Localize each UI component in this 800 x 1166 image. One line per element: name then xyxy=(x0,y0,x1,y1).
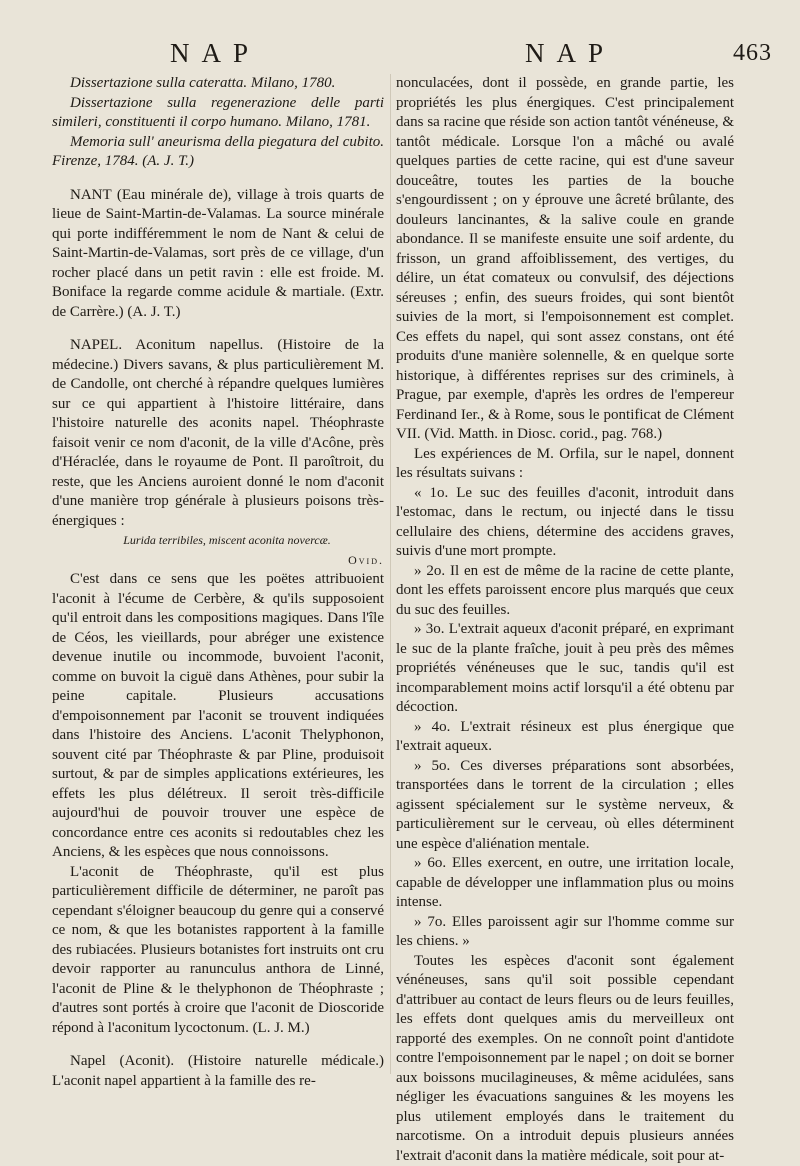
paragraph-p_napel2: Napel (Aconit). (Histoire naturelle médicale.) L'aconit napel appartient à la famille des re- xyxy=(52,1052,384,1091)
column-gutter xyxy=(390,74,391,1074)
running-header xyxy=(0,38,800,78)
paragraph-verse_auth: Ovid. xyxy=(52,551,384,571)
paragraph-r1: nonculacées, dont il possède, en grande partie, les propriétés les plus énergiques. C'est principalement dans sa racine que réside son action tantôt vénéneuse, & tantôt médicale. Lorsque l'on a mâché ou avalé quelques parties de cette racine, qui est d'une saveur douceâtre, toutes les parties de la bouche s'engourdissent ; on y éprouve une âcreté brûlante, des douleurs lancinantes, & la salive coule en grande abondance. Il se manifeste ensuite une soif ardente, du frisson, un grand affoiblissement, des vertiges, du délire, un état comateux ou convulsif, des déjections séreuses ; enfin, des sueurs froides, qui sont bientôt suivies de la mort, si l'empoisonnement est complet. Ces effets du napel, qui sont assez constans, ont été produits d'une manière solennelle, & en quelque sorte historique, à différentes reprises sur des criminels, à Prague, par exemple, d'après les ordres de l'empereur Ferdinand Ier., & à Rome, sous le pontificat de Clément VII. (Vid. Matth. in Diosc. corid., pag. 768.) xyxy=(396,74,734,445)
paragraph-napel: NAPEL. Aconitum napellus. (Histoire de la médecine.) Divers savans, & plus particulièrement M. de Candolle, ont cherché à répandre quelques lumières sur ce qui appartient à l'histoire littéraire, dans l'histoire naturelle des aconits napel. Théophraste faisoit venir ce nom d'aconit, de la ville d'Acône, près d'Héraclée, dans le royaume de Pont. Il paroîtroit, du reste, que les Anciens auroient donné le nom d'aconit d'une manière trop générale à plusieurs poisons très-énergiques : xyxy=(52,336,384,531)
paragraph-r4: » 2o. Il en est de même de la racine de cette plante, dont les effets paroissent encore plus marqués que ceux du suc des feuilles. xyxy=(396,562,734,621)
paragraph-r10: Toutes les espèces d'aconit sont également vénéneuses, sans qu'il soit possible cependant d'attribuer au contact de leurs fleurs ou de leurs feuilles, les effets dont quelques amis du merveilleux ont rapporté des exemples. On ne connoît point d'antidote contre l'empoisonnement par le napel ; on doit se borner aux boissons mucilagineuses, & même acidulées, sans négliger les évacuations sanguines & les moyens les plus utilement employés dans le traitement du narcotisme. On a introduit depuis plusieurs années l'extrait d'aconit dans la matière médicale, soit pour at- xyxy=(396,952,734,1166)
header-right-word: NAP xyxy=(525,38,615,69)
paragraph-p_laconit: L'aconit de Théophraste, qu'il est plus particulièrement difficile de déterminer, ne paroît pas cependant s'éloigner beaucoup du genre qui a conservé ce nom, & que les botanistes rapportent à la famille des rubiacées. Plusieurs botanistes fort instruits ont cru devoir rapporter au ranunculus anthora de Linné, l'aconit de Pline & le thelyphonon de Théophraste ; d'autres sont portés à croire que l'aconit de Dioscoride répond à l'aconitum lycoctonum. (L. J. M.) xyxy=(52,863,384,1039)
left-column xyxy=(52,74,384,1091)
paragraph-nant: NANT (Eau minérale de), village à trois quarts de lieue de Saint-Martin-de-Valamas. La source minérale qui porte indifféremment le nom de Nant & celui de Saint-Martin-de-Valamas, sort près de ce village, d'un rocher placé dans un petit ravin : elle est froide. M. Boniface la regarde comme acidule & martiale. (Extr. de Carrère.) (A. J. T.) xyxy=(52,186,384,323)
paragraph-r7: » 5o. Ces diverses préparations sont absorbées, transportées dans le torrent de la circulation ; elles agissent spécialement sur le système nerveux, & particulièrement sur le cerveau, où elles déterminent une espèce d'aliénation mentale. xyxy=(396,757,734,855)
paragraph-r5: » 3o. L'extrait aqueux d'aconit préparé, en exprimant le suc de la plante fraîche, jouit à peu près des mêmes propriétés vénéneuses que le suc, tandis qu'il est incomparablement moins actif lorsqu'il a été obtenu par décoction. xyxy=(396,620,734,718)
right-column xyxy=(396,74,734,1166)
header-left-word: NAP xyxy=(170,38,260,69)
page-number: 463 xyxy=(733,40,772,67)
paragraph-cit3: Memoria sull' aneurisma della piegatura del cubito. Firenze, 1784. (A. J. T.) xyxy=(52,133,384,172)
paragraph-r6: » 4o. L'extrait résineux est plus énergique que l'extrait aqueux. xyxy=(396,718,734,757)
paragraph-p_cest: C'est dans ce sens que les poëtes attribuoient l'aconit à l'écume de Cerbère, & qu'ils supposoient qu'il entroit dans les compositions magiques. Dans l'île de Céos, les vieillards, pour abréger une existence devenue inutile ou incommode, buvoient l'aconit, comme on buvoit la ciguë dans Athènes, pour subir la peine capitale. Plusieurs accusations d'empoisonnement par l'aconit se trouvent indiquées dans l'histoire des Anciens. L'aconit Thelyphonon, souvent cité par Théophraste & par Pline, produisoit surtout, & par de simples applications extérieures, les effets les plus délétreux. Il seroit très-difficile aujourd'hui de pouvoir trouver une espèce de concordance entre ces aconits si redoutables chez les Anciens, & les espèces que nous connoissons. xyxy=(52,570,384,863)
paragraph-cit2: Dissertazione sulla regenerazione delle parti simileri, constituenti il corpo humano. Milano, 1781. xyxy=(52,94,384,133)
paragraph-r2: Les expériences de M. Orfila, sur le napel, donnent les résultats suivans : xyxy=(396,445,734,484)
paragraph-r8: » 6o. Elles exercent, en outre, une irritation locale, capable de développer une inflammation plus ou moins intense. xyxy=(396,854,734,913)
paragraph-cit1: Dissertazione sulla cateratta. Milano, 1780. xyxy=(52,74,384,94)
paragraph-verse: Lurida terribiles, miscent aconita novercæ. xyxy=(52,531,384,551)
paragraph-r3: « 1o. Le suc des feuilles d'aconit, introduit dans l'estomac, dans le rectum, ou injecté dans le tissu cellulaire des chiens, détermine des accidens graves, suivis d'une mort prompte. xyxy=(396,484,734,562)
paragraph-r9: » 7o. Elles paroissent agir sur l'homme comme sur les chiens. » xyxy=(396,913,734,952)
